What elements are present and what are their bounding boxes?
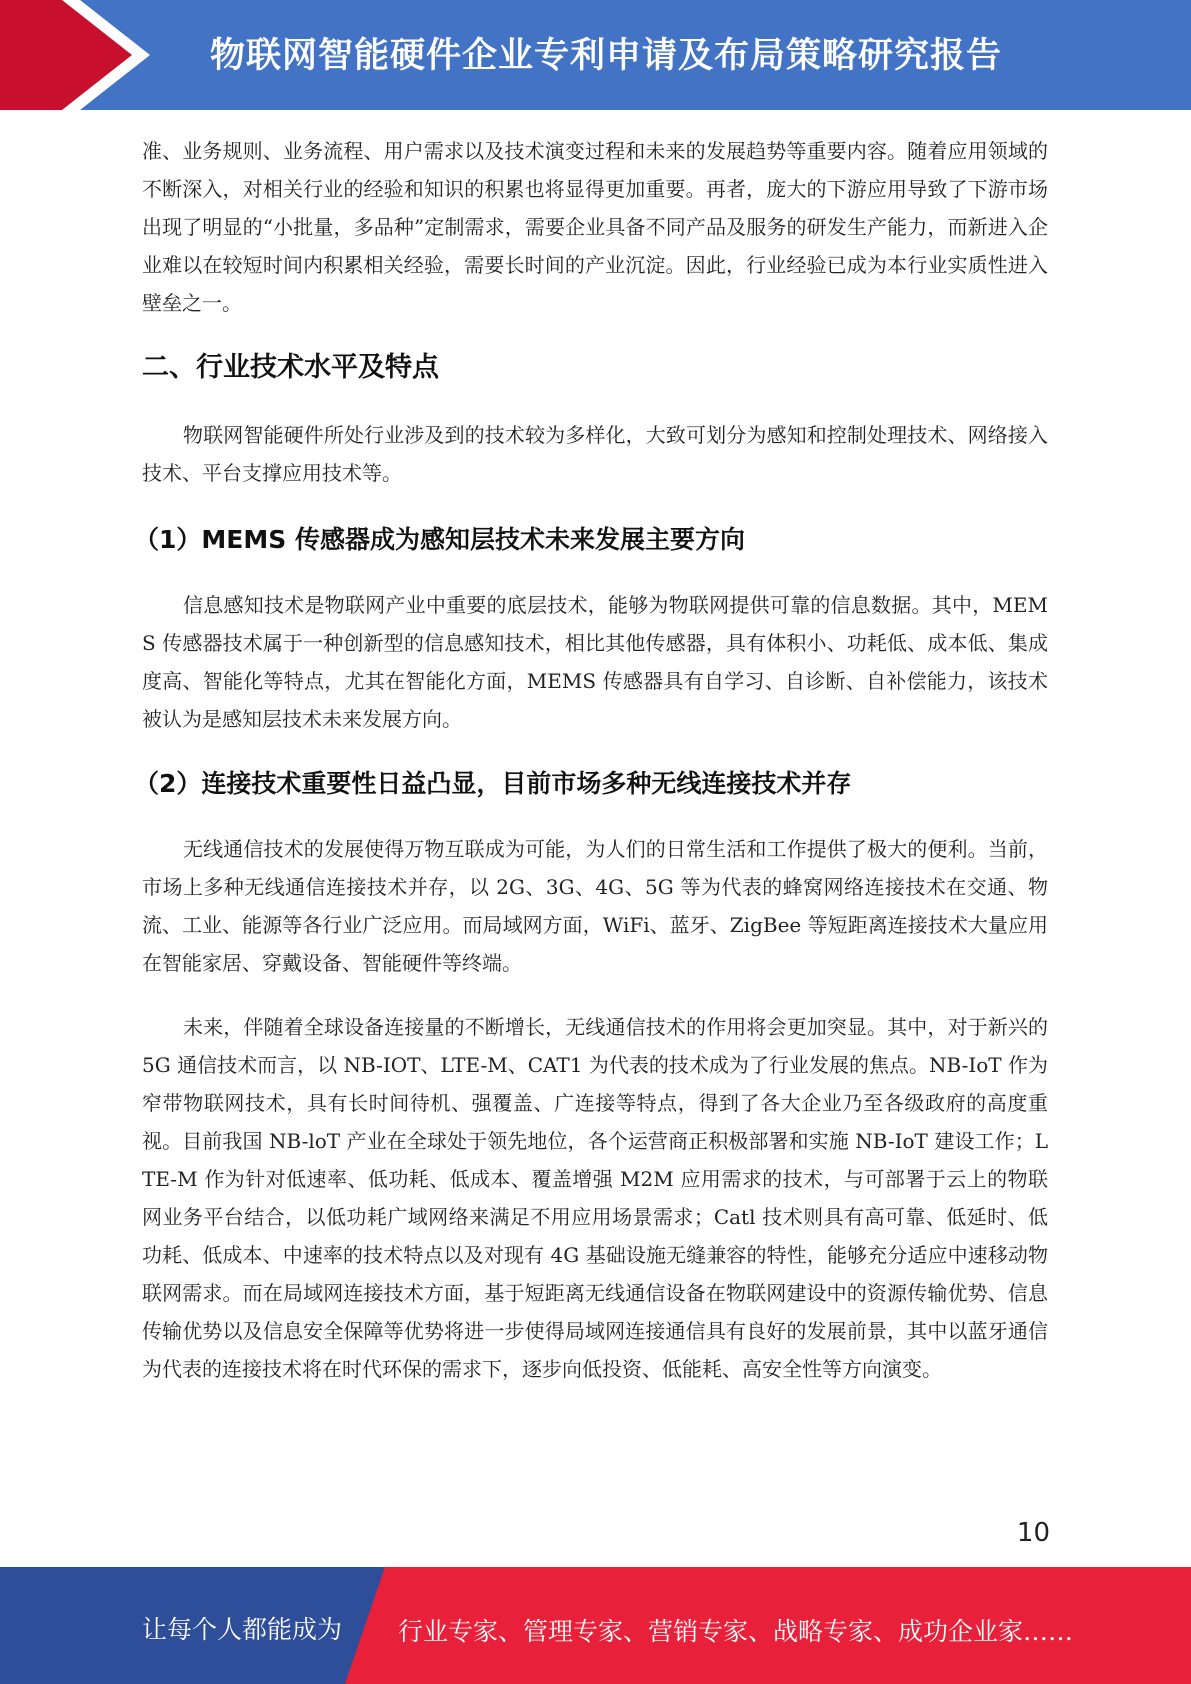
header-banner — [0, 0, 1191, 110]
page-number: 10 — [1016, 1518, 1050, 1548]
footer-slogan-right: 行业专家、管理专家、营销专家、战略专家、成功企业家…… — [398, 1617, 1074, 1646]
report-title: 物联网智能硬件企业专利申请及布局策略研究报告 — [210, 36, 1003, 76]
footer-banner — [0, 1567, 1191, 1684]
subsection-heading-1: （1）MEMS 传感器成为感知层技术未来发展主要方向 — [134, 525, 745, 554]
paragraph-intro: 准、业务规则、业务流程、用户需求以及技术演变过程和未来的发展趋势等重要内容。随着应用领域的不断深入，对相关行业的经验和知识的积累也将显得更加重要。再者，庞大的下游应用导致了下游市场出现了明显的“小批量，多品种”定制需求，需要企业具备不同产品及服务的研发生产能力，而新进入企业难以在较短时间内积累相关经验，需要长时间的产业沉淀。因此，行业经验已成为本行业实质性进入壁垒之一。 — [142, 139, 1048, 315]
subsection-heading-2: （2）连接技术重要性日益凸显，目前市场多种无线连接技术并存 — [134, 769, 852, 798]
paragraph-section2: 物联网智能硬件所处行业涉及到的技术较为多样化，大致可划分为感知和控制处理技术、网络接入技术、平台支撑应用技术等。 — [142, 423, 1048, 485]
document-body — [134, 132, 1048, 1388]
paragraph-sub1: 信息感知技术是物联网产业中重要的底层技术，能够为物联网提供可靠的信息数据。其中，MEMS 传感器技术属于一种创新型的信息感知技术，相比其他传感器，具有体积小、功耗低、成本低、集成度高、智能化等特点，尤其在智能化方面，MEMS 传感器具有自学习、自诊断、自补偿能力，该技术被认为是感知层技术未来发展方向。 — [142, 593, 1048, 731]
section-heading-2: 二、行业技术水平及特点 — [142, 352, 439, 383]
paragraph-sub2-a: 无线通信技术的发展使得万物互联成为可能，为人们的日常生活和工作提供了极大的便利。当前，市场上多种无线通信连接技术并存，以 2G、3G、4G、5G 等为代表的蜂窝网络连接技术在交通、物流、工业、能源等各行业广泛应用。而局域网方面，WiFi、蓝牙、ZigBee 等短距离连接技术大量应用在智能家居、穿戴设备、智能硬件等终端。 — [142, 837, 1048, 975]
footer-slogan-left: 让每个人都能成为 — [142, 1615, 343, 1644]
paragraph-sub2-b: 未来，伴随着全球设备连接量的不断增长，无线通信技术的作用将会更加突显。其中，对于新兴的 5G 通信技术而言，以 NB-IOT、LTE-M、CAT1 为代表的技术成为了行业发展的焦点。NB-IoT 作为窄带物联网技术，具有长时间待机、强覆盖、广连接等特点，得到了各大企业乃至各级政府的高度重视。目前我国 NB-loT 产业在全球处于领先地位，各个运营商正积极部署和实施 NB-IoT 建设工作；LTE-M 作为针对低速率、低功耗、低成本、覆盖增强 M2M 应用需求的技术，与可部署于云上的物联网业务平台结合，以低功耗广域网络来满足不用应用场景需求；Catl 技术则具有高可靠、低延时、低功耗、低成本、中速率的技术特点以及对现有 4G 基础设施无缝兼容的特性，能够充分适应中速移动物联网需求。而在局域网连接技术方面，基于短距离无线通信设备在物联网建设中的资源传输优势、信息传输优势以及信息安全保障等优势将进一步使得局域网连接通信具有良好的发展前景，其中以蓝牙通信为代表的连接技术将在时代环保的需求下，逐步向低投资、低能耗、高安全性等方向演变。 — [142, 1015, 1048, 1381]
